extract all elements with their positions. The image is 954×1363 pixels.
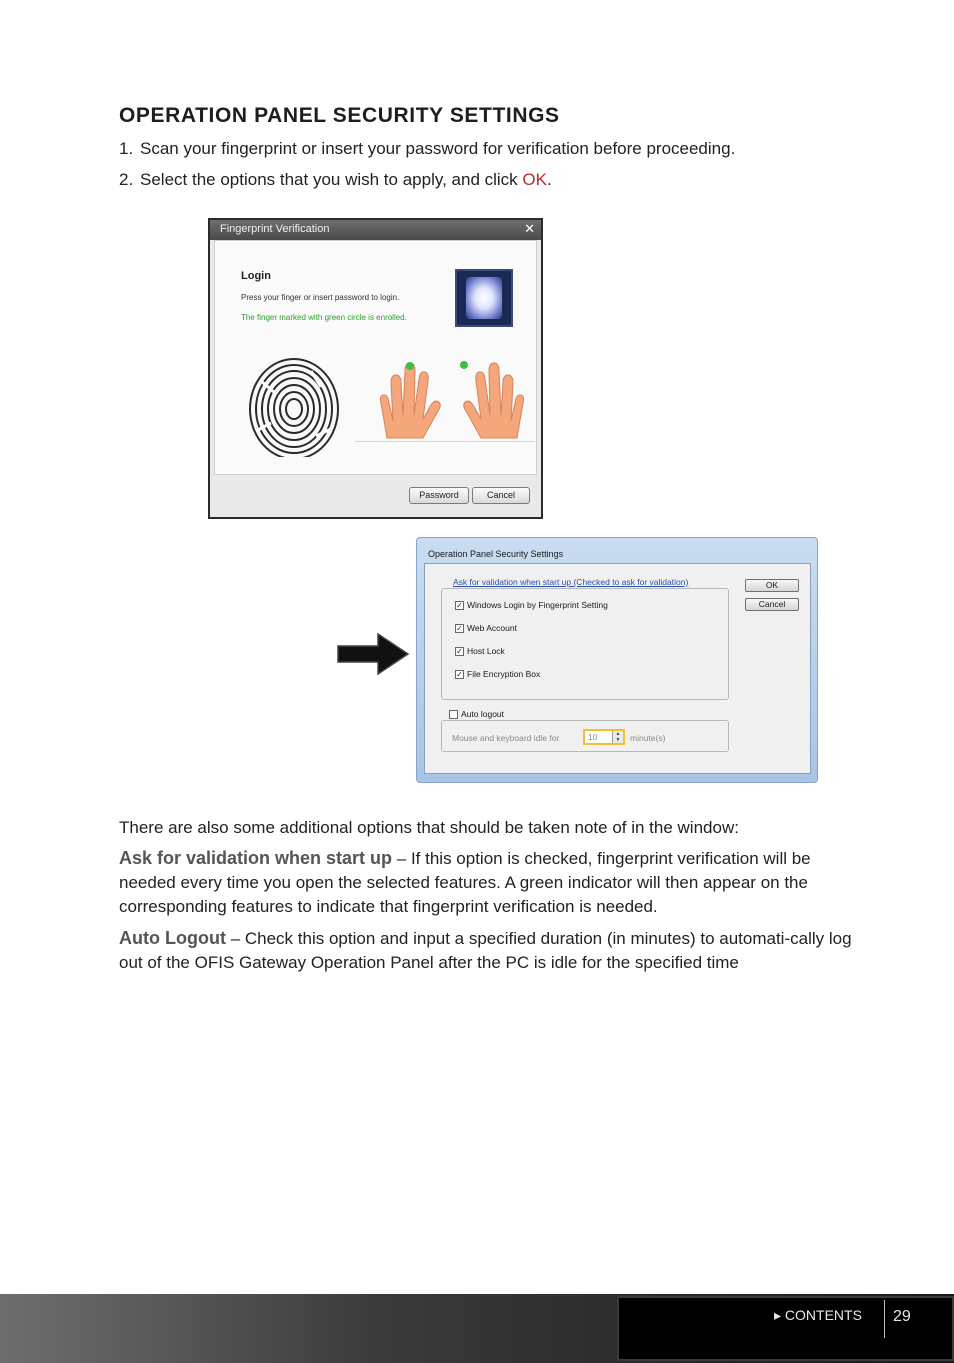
option-label: File Encryption Box bbox=[467, 669, 541, 679]
fingerprint-icon bbox=[241, 351, 347, 457]
divider bbox=[355, 441, 535, 442]
dialog-client-area bbox=[424, 563, 811, 774]
idle-minutes-value: 10 bbox=[588, 732, 598, 742]
option-label: Windows Login by Fingerprint Setting bbox=[467, 600, 608, 610]
password-button[interactable]: Password bbox=[409, 487, 469, 504]
term-auto-logout: Auto Logout bbox=[119, 928, 226, 948]
section-title: OPERATION PANEL SECURITY SETTINGS bbox=[119, 104, 560, 127]
security-settings-dialog bbox=[416, 537, 818, 783]
ok-reference: OK bbox=[522, 170, 547, 189]
description: – Check this option and input a specified duration (in minutes) to automati-cally log out of the OFIS Gateway Operation Panel after the PC is idle for the specified time bbox=[119, 929, 852, 972]
caret-right-icon: ▸ bbox=[774, 1307, 782, 1323]
footer-nav-box bbox=[617, 1296, 954, 1361]
fingerprint-scanner-icon bbox=[455, 269, 513, 327]
hands-icon bbox=[367, 353, 537, 443]
footer-divider bbox=[884, 1300, 885, 1338]
option-label: Web Account bbox=[467, 623, 517, 633]
option-web-account[interactable] bbox=[455, 623, 517, 633]
checkbox-unchecked-icon[interactable] bbox=[449, 710, 458, 719]
arrow-right-icon bbox=[336, 632, 410, 676]
login-heading: Login bbox=[241, 270, 271, 282]
checkbox-checked-icon[interactable]: ✓ bbox=[456, 623, 463, 633]
cancel-button[interactable]: Cancel bbox=[472, 487, 530, 504]
step-text: Select the options that you wish to apply, and click bbox=[140, 170, 523, 189]
term-ask-validation: Ask for validation when start up bbox=[119, 848, 393, 868]
cancel-button[interactable]: Cancel bbox=[745, 598, 799, 611]
validation-group-label: Ask for validation when start up (Checked to ask for validation) bbox=[453, 577, 689, 587]
checkbox-checked-icon[interactable]: ✓ bbox=[456, 669, 463, 679]
fingerprint-verification-dialog bbox=[208, 218, 543, 519]
idle-label: Mouse and keyboard idle for bbox=[452, 733, 560, 743]
scanner-glow bbox=[466, 277, 502, 319]
login-instruction: Press your finger or insert password to login. bbox=[241, 293, 400, 302]
checkbox-checked-icon[interactable]: ✓ bbox=[456, 646, 463, 656]
dialog-titlebar bbox=[210, 220, 541, 240]
option-label: Host Lock bbox=[467, 646, 505, 656]
spin-arrows-icon[interactable]: ▲ ▼ bbox=[612, 731, 623, 743]
idle-minutes-stepper[interactable] bbox=[583, 729, 625, 745]
step-number: 1. bbox=[119, 139, 134, 158]
description: – If this option is checked, fingerprint verification will be needed every time you open the selected features. A green indicator will then appear on the corresponding features to indicate that fingerprint verification is needed. bbox=[119, 849, 811, 916]
close-icon[interactable]: ✕ bbox=[524, 221, 535, 236]
dialog-title: Fingerprint Verification bbox=[220, 223, 330, 235]
step-number: 2. bbox=[119, 170, 134, 189]
ask-validation-paragraph bbox=[119, 846, 857, 919]
dialog-body bbox=[214, 240, 537, 475]
enrolled-note: The finger marked with green circle is enrolled. bbox=[241, 313, 407, 322]
auto-logout-label: Auto logout bbox=[461, 709, 505, 719]
step-2 bbox=[119, 170, 552, 190]
page-number: 29 bbox=[893, 1308, 911, 1325]
step-text-end: . bbox=[546, 170, 552, 189]
option-windows-login[interactable] bbox=[455, 600, 608, 610]
footer-bar bbox=[0, 1294, 954, 1363]
contents-link[interactable] bbox=[774, 1307, 862, 1324]
contents-label: CONTENTS bbox=[784, 1307, 862, 1323]
enrolled-indicator-right bbox=[460, 361, 468, 369]
ok-button[interactable]: OK bbox=[745, 579, 799, 592]
option-file-encryption-box[interactable] bbox=[455, 669, 540, 679]
auto-logout-paragraph bbox=[119, 926, 857, 975]
enrolled-indicator-left bbox=[406, 362, 414, 370]
intro-paragraph: There are also some additional options that should be taken note of in the window: bbox=[119, 818, 739, 837]
minutes-label: minute(s) bbox=[630, 733, 666, 743]
dialog-title: Operation Panel Security Settings bbox=[428, 549, 564, 559]
step-text: Scan your fingerprint or insert your password for verification before proceeding. bbox=[140, 139, 736, 158]
auto-logout-checkbox[interactable] bbox=[449, 709, 504, 719]
option-host-lock[interactable] bbox=[455, 646, 505, 656]
checkbox-checked-icon[interactable]: ✓ bbox=[456, 600, 463, 610]
step-1 bbox=[119, 139, 735, 159]
